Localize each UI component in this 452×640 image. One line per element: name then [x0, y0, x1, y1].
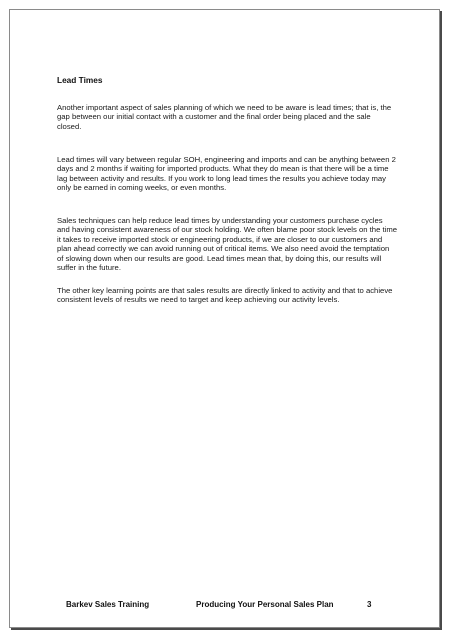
- paragraph-key-learning-points: The other key learning points are that sales results are directly linked to activity and that to achieve consistent levels of results we need to target and keep achieving our activity levels.: [57, 286, 393, 305]
- footer-company-name: Barkev Sales Training: [66, 600, 150, 609]
- paragraph-lead-time-variation: Lead times will vary between regular SOH, engineering and imports and can be anything between 2 days and 2 months if waiting for imported products. What they do mean is that there will be a time lag between activity and results. If you work to long lead times the results you achieve today may only be earned in coming weeks, or even months.: [57, 155, 396, 193]
- paragraph-sales-techniques: Sales techniques can help reduce lead times by understanding your customers purchase cycles and having consistent awareness of our stock holding. We often blame poor stock levels on the time it takes to receive imported stock or engineering products, if we are closer to our customers and plan ahead correctly we can avoid running out of critical items. We also need avoid the temptation of slowing down when our results are good. Lead times mean that, by doing this, our results will suffer in the future.: [57, 216, 398, 273]
- footer-page-number: 3: [367, 600, 372, 609]
- document-page: [9, 9, 440, 628]
- section-heading: Lead Times: [57, 75, 103, 85]
- footer-document-title: Producing Your Personal Sales Plan: [196, 600, 334, 609]
- paragraph-lead-times-definition: Another important aspect of sales planning of which we need to be aware is lead times; that is, the gap between our initial contact with a customer and the final order being placed and the sale closed.: [57, 103, 392, 131]
